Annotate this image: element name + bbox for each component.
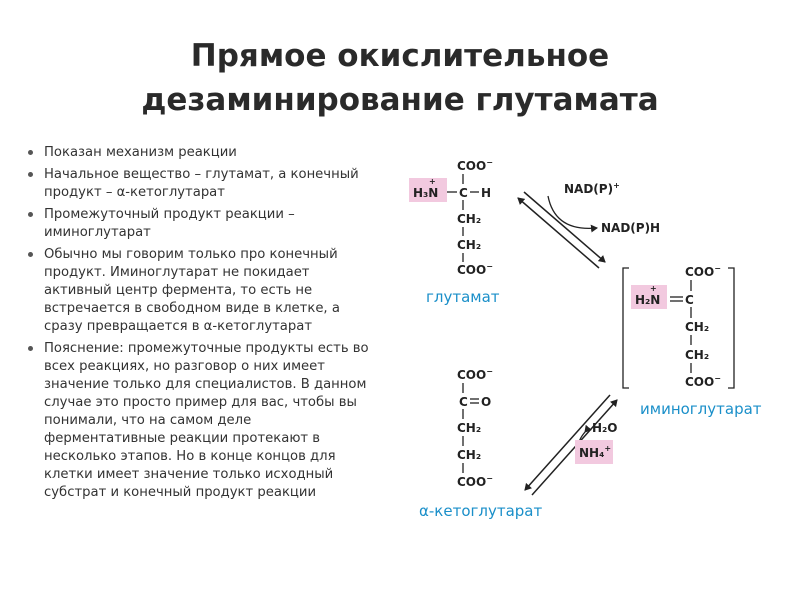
bullet-item: Пояснение: промежуточные продукты есть во всех реакциях, но разговор о них имеет значение только для специалистов. В данном случае это просто пример для вас, чтобы вы понимали, что на самом деле ферментативные реакции протекают в несколько этапов. Но в конце концов для клетки имеет значение только исходный субстрат и конечный продукт реакции <box>26 340 376 502</box>
alpha-ketoglutarate-structure <box>457 367 493 489</box>
bullet-item: Промежуточный продукт реакции – иминоглутарат <box>26 206 376 242</box>
glutamate-amine-charge: + <box>429 177 436 186</box>
title-line-1: Прямое окислительное <box>190 38 610 74</box>
imino-carbon: C <box>685 293 694 307</box>
keto-oxygen: O <box>481 395 492 409</box>
glutamate-alpha-carbon: C <box>459 186 468 200</box>
imino-amine: H₂N <box>635 293 661 307</box>
svg-text:COO−: COO− <box>457 262 493 277</box>
glutamate-ch2-1: CH₂ <box>457 212 482 226</box>
bullet-item: Начальное вещество – глутамат, а конечный продукт – α-кетоглутарат <box>26 166 376 202</box>
glutamate-coo-bottom: COO <box>457 263 487 277</box>
reagent-ammonium: NH₄ <box>579 446 605 460</box>
alpha-ketoglutarate-label: α-кетоглутарат <box>419 502 543 520</box>
glutamate-hydrogen: H <box>481 186 492 200</box>
glutamate-structure <box>409 158 493 277</box>
imino-ch2-2: CH₂ <box>685 348 710 362</box>
bullet-item: Обычно мы говорим только про конечный продукт. Иминоглутарат не покидает активный центр фермента, то есть не встречается в свободном виде в клетке, а сразу превращается в α-кетоглутарат <box>26 246 376 336</box>
imino-amine-charge: + <box>650 284 657 293</box>
bullet-item: Показан механизм реакции <box>26 144 376 162</box>
keto-ch2-2: CH₂ <box>457 448 482 462</box>
glutamate-coo-top: COO <box>457 159 487 173</box>
reaction-1-arrows <box>518 192 605 268</box>
svg-text:COO−: COO− <box>457 474 493 489</box>
glutamate-label: глутамат <box>426 288 500 306</box>
keto-carbon: C <box>459 395 468 409</box>
svg-text:NAD(P)+: NAD(P)+ <box>564 181 620 196</box>
glutamate-ch2-2: CH₂ <box>457 238 482 252</box>
svg-text:COO−: COO− <box>685 374 721 389</box>
glutamate-amine: H₃N <box>413 186 439 200</box>
svg-text:NH₄+: NH₄+ <box>579 444 612 460</box>
svg-text:COO−: COO− <box>457 158 493 173</box>
svg-text:COO−: COO− <box>685 264 721 279</box>
svg-text:COO−: COO− <box>457 367 493 382</box>
keto-coo-bottom: COO <box>457 475 487 489</box>
imino-coo-bottom: COO <box>685 375 715 389</box>
iminoglutarate-label: иминоглутарат <box>640 400 762 418</box>
keto-ch2-1: CH₂ <box>457 421 482 435</box>
title-line-2: дезаминирование глутамата <box>141 82 659 118</box>
keto-coo-top: COO <box>457 368 487 382</box>
reagent-water: H₂O <box>592 421 618 435</box>
reagent-nadph: NAD(P)H <box>601 221 661 235</box>
imino-ch2-1: CH₂ <box>685 320 710 334</box>
imino-coo-top: COO <box>685 265 715 279</box>
reagent-nadp: NAD(P) <box>564 182 614 196</box>
iminoglutarate-structure <box>623 264 734 389</box>
